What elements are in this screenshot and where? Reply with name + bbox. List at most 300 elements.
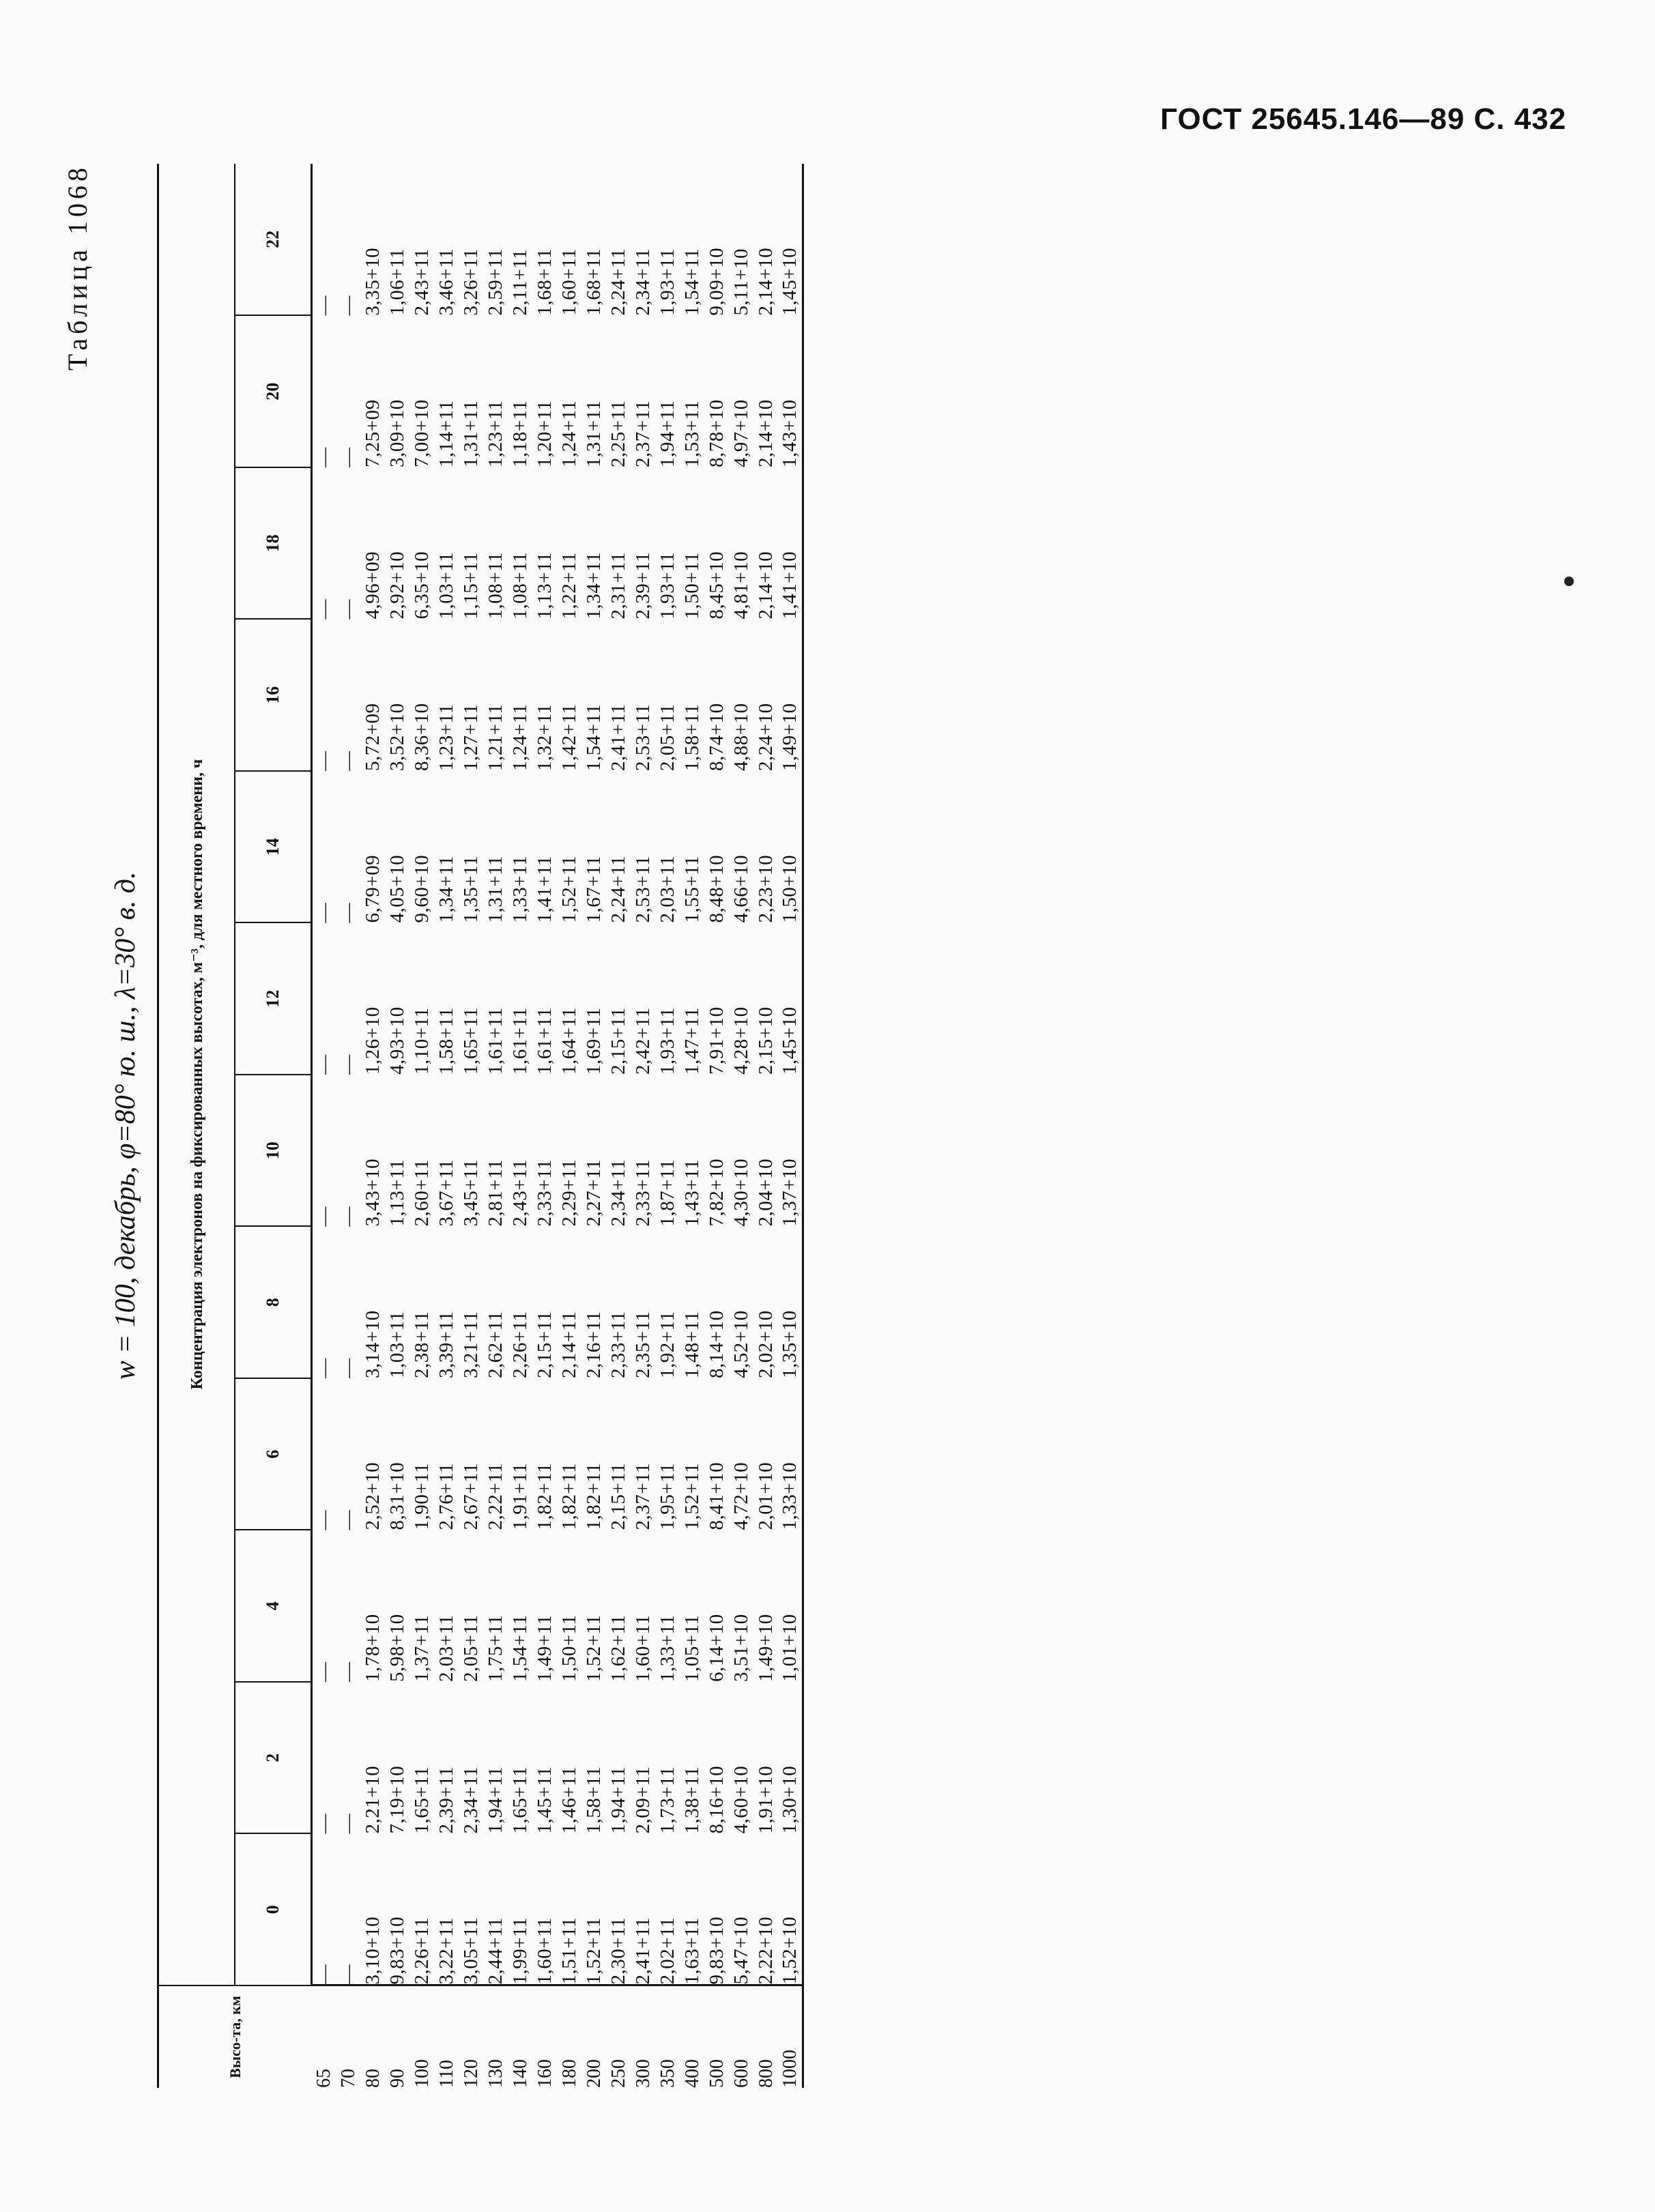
altitude-cell: 100 — [410, 1985, 435, 2088]
value-cell: 2,53+11 — [632, 703, 654, 771]
value-cell: — — [313, 447, 335, 467]
value-cell: 2,14+10 — [755, 399, 777, 467]
value-cell: 3,22+11 — [435, 1917, 457, 1985]
value-cell: 1,33+11 — [509, 855, 531, 923]
altitude-cell: 350 — [656, 1985, 680, 2088]
value-cell: 2,41+11 — [607, 703, 629, 771]
altitude-cell: 800 — [754, 1985, 779, 2088]
value-cell: 1,78+10 — [362, 1614, 384, 1682]
value-cell: 1,30+10 — [779, 1682, 803, 1834]
value-cell: 1,75+11 — [485, 1614, 506, 1682]
value-cell: 2,33+11 — [534, 1159, 556, 1227]
value-cell: 1,01+10 — [779, 1530, 803, 1683]
value-cell: 1,68+11 — [583, 248, 605, 316]
value-cell: 2,38+11 — [411, 1311, 433, 1378]
value-cell: 3,09+10 — [386, 399, 408, 467]
value-cell: 5,98+10 — [386, 1614, 408, 1682]
value-cell: 2,60+11 — [411, 1159, 433, 1227]
altitude-cell: 65 — [312, 1985, 336, 2088]
value-cell: 1,58+11 — [681, 703, 703, 771]
value-cell: 1,93+11 — [657, 248, 678, 316]
value-cell: 2,37+11 — [632, 1462, 654, 1530]
value-cell: 2,02+10 — [755, 1310, 777, 1378]
value-cell: 1,52+10 — [779, 1834, 803, 1986]
altitude-cell: 80 — [361, 1985, 386, 2088]
value-cell: 1,93+11 — [657, 551, 678, 620]
table-row — [484, 164, 508, 2088]
value-cell: 1,90+11 — [411, 1462, 433, 1530]
value-cell: 1,60+11 — [534, 1917, 556, 1985]
value-cell: 3,51+10 — [730, 1614, 752, 1682]
value-cell: 1,82+11 — [583, 1462, 605, 1530]
value-cell: 6,79+09 — [362, 854, 384, 923]
value-cell: 2,44+11 — [485, 1917, 506, 1985]
value-cell: 3,46+11 — [435, 248, 457, 316]
value-cell: 1,41+11 — [534, 855, 556, 923]
value-cell: 4,52+10 — [730, 1310, 752, 1378]
value-cell: 9,60+10 — [411, 854, 433, 923]
value-cell: 1,22+11 — [558, 551, 580, 620]
value-cell: 1,58+11 — [583, 1766, 605, 1834]
value-cell: 1,27+11 — [460, 703, 482, 771]
value-cell: 3,43+10 — [362, 1158, 384, 1227]
value-cell: — — [337, 1206, 359, 1227]
value-cell: 2,22+11 — [485, 1462, 506, 1530]
altitude-cell: 500 — [705, 1985, 730, 2088]
value-cell: 7,19+10 — [386, 1765, 408, 1834]
hour-header: 2 — [235, 1682, 312, 1834]
value-cell: — — [313, 903, 335, 923]
value-cell: 2,23+10 — [755, 854, 777, 923]
value-cell: 1,65+11 — [509, 1766, 531, 1834]
value-cell: 1,21+11 — [485, 703, 506, 771]
header-row-hours — [235, 164, 312, 2088]
value-cell: 1,52+11 — [681, 1462, 703, 1530]
value-cell: 4,93+10 — [386, 1006, 408, 1075]
value-cell: 2,30+11 — [607, 1917, 629, 1985]
value-cell: 1,51+11 — [558, 1917, 580, 1985]
value-cell: 2,33+11 — [607, 1311, 629, 1378]
hour-header: 16 — [235, 620, 312, 772]
value-cell: 2,35+11 — [632, 1311, 654, 1378]
value-cell: 2,34+11 — [632, 248, 654, 316]
value-cell: — — [337, 1964, 359, 1985]
value-cell: 2,15+11 — [534, 1311, 556, 1378]
value-cell: 3,35+10 — [362, 247, 384, 316]
value-cell: — — [337, 1510, 359, 1530]
data-table — [157, 164, 804, 2088]
value-cell: 2,22+10 — [755, 1916, 777, 1985]
value-cell: 2,15+11 — [607, 1007, 629, 1075]
value-cell: 1,50+11 — [681, 551, 703, 620]
value-cell: 3,67+11 — [435, 1159, 457, 1227]
value-cell: 3,05+11 — [460, 1917, 482, 1985]
value-cell: 1,08+11 — [485, 551, 506, 620]
value-cell: 1,87+11 — [657, 1159, 678, 1227]
altitude-header: Высо-та, км — [158, 1985, 312, 2088]
value-cell: 1,82+11 — [534, 1462, 556, 1530]
value-cell: 2,33+11 — [632, 1159, 654, 1227]
value-cell: 1,03+11 — [435, 551, 457, 620]
value-cell: 1,94+11 — [485, 1766, 506, 1834]
value-cell: — — [313, 1964, 335, 1985]
table-row — [459, 164, 484, 2088]
value-cell: 1,69+11 — [583, 1007, 605, 1075]
value-cell: 1,15+11 — [460, 551, 482, 620]
table-row — [336, 164, 361, 2088]
hour-header: 12 — [235, 923, 312, 1075]
value-cell: 4,96+09 — [362, 551, 384, 620]
value-cell: 2,39+11 — [435, 1766, 457, 1834]
altitude-cell: 1000 — [779, 1985, 803, 2088]
value-cell: — — [313, 295, 335, 316]
value-cell: 2,26+11 — [509, 1311, 531, 1378]
value-cell: 2,16+11 — [583, 1311, 605, 1378]
value-cell: 1,14+11 — [435, 400, 457, 467]
value-cell: 3,10+10 — [362, 1916, 384, 1985]
altitude-cell: 140 — [508, 1985, 533, 2088]
value-cell: 7,00+10 — [411, 399, 433, 467]
value-cell: 1,65+11 — [460, 1007, 482, 1075]
value-cell: 1,37+11 — [411, 1614, 433, 1682]
value-cell: 1,42+11 — [558, 703, 580, 771]
value-cell: — — [313, 751, 335, 771]
value-cell: 2,42+11 — [632, 1007, 654, 1075]
value-cell: 2,04+10 — [755, 1158, 777, 1227]
value-cell: 1,24+11 — [509, 703, 531, 771]
value-cell: 1,32+11 — [534, 703, 556, 771]
value-cell: 2,31+11 — [607, 551, 629, 620]
value-cell: 2,24+10 — [755, 703, 777, 771]
value-cell: — — [337, 1661, 359, 1682]
value-cell: 1,52+11 — [558, 855, 580, 923]
hour-header: 0 — [235, 1834, 312, 1986]
value-cell: — — [313, 1054, 335, 1075]
value-cell: 2,21+10 — [362, 1765, 384, 1834]
value-cell: 1,26+10 — [362, 1006, 384, 1075]
value-cell: 1,64+11 — [558, 1007, 580, 1075]
value-cell: 1,35+10 — [779, 1227, 803, 1379]
value-cell: 1,34+11 — [583, 551, 605, 620]
value-cell: 1,35+11 — [460, 855, 482, 923]
value-cell: 4,72+10 — [730, 1461, 752, 1530]
value-cell: 1,52+11 — [583, 1614, 605, 1682]
hour-header: 22 — [235, 164, 312, 316]
value-cell: 7,91+10 — [706, 1006, 728, 1075]
value-cell: 1,60+11 — [632, 1614, 654, 1682]
value-cell: 3,45+11 — [460, 1159, 482, 1227]
value-cell: 1,49+10 — [779, 620, 803, 772]
value-cell: 1,43+11 — [681, 1159, 703, 1227]
scan-speck — [1564, 577, 1574, 586]
value-cell: 1,93+11 — [657, 1007, 678, 1075]
value-cell: 3,26+11 — [460, 248, 482, 316]
table-row — [779, 164, 803, 2088]
value-cell: 1,06+11 — [386, 248, 408, 316]
hour-header: 4 — [235, 1530, 312, 1683]
value-cell: 1,43+10 — [779, 316, 803, 468]
value-cell: — — [337, 903, 359, 923]
rotated-table-block — [61, 164, 801, 2088]
value-cell: 2,27+11 — [583, 1159, 605, 1227]
value-cell: 2,29+11 — [558, 1159, 580, 1227]
value-cell: 5,72+09 — [362, 703, 384, 771]
value-cell: — — [337, 599, 359, 620]
value-cell: 4,05+10 — [386, 854, 408, 923]
table-row — [656, 164, 680, 2088]
value-cell: 4,81+10 — [730, 551, 752, 620]
value-cell: 2,09+11 — [632, 1766, 654, 1834]
value-cell: 1,45+10 — [779, 164, 803, 316]
altitude-cell: 110 — [435, 1985, 459, 2088]
table-row — [508, 164, 533, 2088]
table-row — [582, 164, 607, 2088]
value-cell: 1,92+11 — [657, 1311, 678, 1378]
value-cell: 1,58+11 — [435, 1007, 457, 1075]
value-cell: 1,50+11 — [558, 1614, 580, 1682]
altitude-cell: 400 — [680, 1985, 705, 2088]
value-cell: 1,34+11 — [435, 855, 457, 923]
value-cell: 2,02+11 — [657, 1917, 678, 1985]
value-cell: 3,14+10 — [362, 1310, 384, 1378]
value-cell: 8,78+10 — [706, 399, 728, 467]
table-row — [410, 164, 435, 2088]
value-cell: 2,26+11 — [411, 1917, 433, 1985]
value-cell: 5,11+10 — [730, 248, 752, 316]
value-cell: — — [313, 1510, 335, 1530]
value-cell: 1,23+11 — [485, 400, 506, 467]
table-body — [312, 164, 803, 2088]
value-cell: 6,35+10 — [411, 551, 433, 620]
value-cell: 1,20+11 — [534, 400, 556, 467]
value-cell: 1,05+11 — [681, 1614, 703, 1682]
value-cell: 1,31+11 — [485, 855, 506, 923]
value-cell: 1,37+10 — [779, 1075, 803, 1227]
value-cell: 1,73+11 — [657, 1766, 678, 1834]
value-cell: 1,62+11 — [607, 1614, 629, 1682]
altitude-cell: 130 — [484, 1985, 508, 2088]
value-cell: 2,52+10 — [362, 1461, 384, 1530]
value-cell: 2,14+10 — [755, 247, 777, 316]
value-cell: 2,01+10 — [755, 1461, 777, 1530]
value-cell: 3,21+11 — [460, 1311, 482, 1378]
value-cell: 2,14+10 — [755, 551, 777, 620]
value-cell: 1,08+11 — [509, 551, 531, 620]
value-cell: — — [313, 1661, 335, 1682]
value-cell: 9,09+10 — [706, 247, 728, 316]
value-cell: 1,24+11 — [558, 400, 580, 467]
hour-header: 10 — [235, 1075, 312, 1227]
value-cell: — — [337, 1358, 359, 1378]
table-row — [533, 164, 558, 2088]
value-cell: 9,83+10 — [706, 1916, 728, 1985]
value-cell: 1,60+11 — [558, 248, 580, 316]
value-cell: 1,13+11 — [534, 551, 556, 620]
value-cell: 6,14+10 — [706, 1614, 728, 1682]
table-row — [680, 164, 705, 2088]
value-cell: 1,33+10 — [779, 1378, 803, 1530]
value-cell: 2,05+11 — [460, 1614, 482, 1682]
table-row — [386, 164, 410, 2088]
value-cell: 3,39+11 — [435, 1311, 457, 1378]
value-cell: 1,03+11 — [386, 1311, 408, 1378]
table-row — [607, 164, 631, 2088]
altitude-cell: 300 — [631, 1985, 656, 2088]
value-cell: 1,45+10 — [779, 923, 803, 1075]
value-cell: 1,68+11 — [534, 248, 556, 316]
value-cell: 2,37+11 — [632, 400, 654, 467]
value-cell: 2,92+10 — [386, 551, 408, 620]
value-cell: 1,52+11 — [583, 1917, 605, 1985]
group-header: Концентрация электронов на фиксированных высотах, м⁻³, для местного времени, ч — [158, 164, 235, 1985]
value-cell: 2,24+11 — [607, 248, 629, 316]
value-cell: 2,25+11 — [607, 400, 629, 467]
table-row — [558, 164, 582, 2088]
value-cell: — — [337, 1814, 359, 1834]
value-cell: 2,59+11 — [485, 248, 506, 316]
value-cell: 2,34+11 — [460, 1766, 482, 1834]
value-cell: 1,82+11 — [558, 1462, 580, 1530]
value-cell: 7,82+10 — [706, 1158, 728, 1227]
value-cell: 4,88+10 — [730, 703, 752, 771]
value-cell: 4,30+10 — [730, 1158, 752, 1227]
value-cell: 2,34+11 — [607, 1159, 629, 1227]
value-cell: 1,54+11 — [509, 1614, 531, 1682]
value-cell: 1,47+11 — [681, 1007, 703, 1075]
hour-header: 20 — [235, 316, 312, 468]
value-cell: 1,63+11 — [681, 1917, 703, 1985]
value-cell: 2,03+11 — [435, 1614, 457, 1682]
value-cell: — — [313, 1358, 335, 1378]
value-cell: 8,45+10 — [706, 551, 728, 620]
value-cell: 1,49+10 — [755, 1614, 777, 1682]
value-cell: 2,81+11 — [485, 1159, 506, 1227]
value-cell: 2,76+11 — [435, 1462, 457, 1530]
value-cell: 1,65+11 — [411, 1766, 433, 1834]
value-cell: 1,54+11 — [681, 248, 703, 316]
value-cell: 1,95+11 — [657, 1462, 678, 1530]
altitude-cell: 120 — [459, 1985, 484, 2088]
value-cell: 1,99+11 — [509, 1917, 531, 1985]
value-cell: 8,41+10 — [706, 1461, 728, 1530]
value-cell: 1,33+11 — [657, 1614, 678, 1682]
value-cell: 1,38+11 — [681, 1766, 703, 1834]
hour-header: 8 — [235, 1227, 312, 1379]
value-cell: 2,39+11 — [632, 551, 654, 620]
value-cell: 2,43+11 — [411, 248, 433, 316]
value-cell: 1,10+11 — [411, 1007, 433, 1075]
table-row — [705, 164, 730, 2088]
value-cell: — — [337, 447, 359, 467]
value-cell: 1,13+11 — [386, 1159, 408, 1227]
value-cell: 8,31+10 — [386, 1461, 408, 1530]
value-cell: — — [313, 1814, 335, 1834]
header-row-group — [158, 164, 235, 2088]
table-label: Таблица 1068 — [62, 164, 93, 371]
value-cell: 3,52+10 — [386, 703, 408, 771]
value-cell: 7,25+09 — [362, 399, 384, 467]
value-cell: 2,15+10 — [755, 1006, 777, 1075]
hour-header: 14 — [235, 771, 312, 923]
altitude-cell: 160 — [533, 1985, 558, 2088]
table-row — [312, 164, 336, 2088]
altitude-cell: 180 — [558, 1985, 582, 2088]
value-cell: 1,48+11 — [681, 1311, 703, 1378]
value-cell: 2,41+11 — [632, 1917, 654, 1985]
value-cell: 1,61+11 — [534, 1007, 556, 1075]
altitude-cell: 250 — [607, 1985, 631, 2088]
altitude-cell: 70 — [336, 1985, 361, 2088]
value-cell: 2,15+11 — [607, 1462, 629, 1530]
value-cell: 2,43+11 — [509, 1159, 531, 1227]
value-cell: — — [337, 295, 359, 316]
value-cell: — — [337, 751, 359, 771]
value-cell: 2,11+11 — [509, 249, 531, 316]
value-cell: 1,55+11 — [681, 855, 703, 923]
page-header: ГОСТ 25645.146—89 С. 432 — [1160, 102, 1567, 136]
value-cell: 1,94+11 — [607, 1766, 629, 1834]
value-cell: 1,50+10 — [779, 771, 803, 923]
value-cell: 1,91+10 — [755, 1765, 777, 1834]
value-cell: 8,74+10 — [706, 703, 728, 771]
value-cell: 4,97+10 — [730, 399, 752, 467]
value-cell: 1,46+11 — [558, 1766, 580, 1834]
altitude-cell: 200 — [582, 1985, 607, 2088]
table-row — [361, 164, 386, 2088]
value-cell: 2,03+11 — [657, 855, 678, 923]
value-cell: — — [313, 1206, 335, 1227]
value-cell: 2,53+11 — [632, 855, 654, 923]
value-cell: 1,67+11 — [583, 855, 605, 923]
value-cell: 1,31+11 — [460, 400, 482, 467]
value-cell: 8,16+10 — [706, 1765, 728, 1834]
table-row — [754, 164, 779, 2088]
table-row — [435, 164, 459, 2088]
value-cell: 2,67+11 — [460, 1462, 482, 1530]
hour-header: 6 — [235, 1378, 312, 1530]
table-title: w = 100, декабрь, φ=80° ю. ш., λ=30° в. д. — [110, 871, 141, 1380]
value-cell: 4,60+10 — [730, 1765, 752, 1834]
value-cell: 1,18+11 — [509, 400, 531, 467]
value-cell: 1,61+11 — [509, 1007, 531, 1075]
value-cell: 1,49+11 — [534, 1614, 556, 1682]
value-cell: 1,91+11 — [509, 1462, 531, 1530]
value-cell: 9,83+10 — [386, 1916, 408, 1985]
value-cell: 2,24+11 — [607, 855, 629, 923]
value-cell: 8,48+10 — [706, 854, 728, 923]
value-cell: 1,61+11 — [485, 1007, 506, 1075]
value-cell: 1,41+10 — [779, 467, 803, 620]
value-cell: 2,14+11 — [558, 1311, 580, 1378]
value-cell: 5,47+10 — [730, 1916, 752, 1985]
value-cell: 8,14+10 — [706, 1310, 728, 1378]
value-cell: 4,28+10 — [730, 1006, 752, 1075]
value-cell: — — [337, 1054, 359, 1075]
hour-header: 18 — [235, 467, 312, 620]
value-cell: 1,31+11 — [583, 400, 605, 467]
value-cell: 1,23+11 — [435, 703, 457, 771]
table-row — [631, 164, 656, 2088]
altitude-cell: 90 — [386, 1985, 410, 2088]
altitude-cell: 600 — [730, 1985, 754, 2088]
value-cell: 4,66+10 — [730, 854, 752, 923]
value-cell: 2,62+11 — [485, 1311, 506, 1378]
value-cell: — — [313, 599, 335, 620]
value-cell: 1,53+11 — [681, 400, 703, 467]
value-cell: 2,05+11 — [657, 703, 678, 771]
value-cell: 8,36+10 — [411, 703, 433, 771]
value-cell: 1,54+11 — [583, 703, 605, 771]
